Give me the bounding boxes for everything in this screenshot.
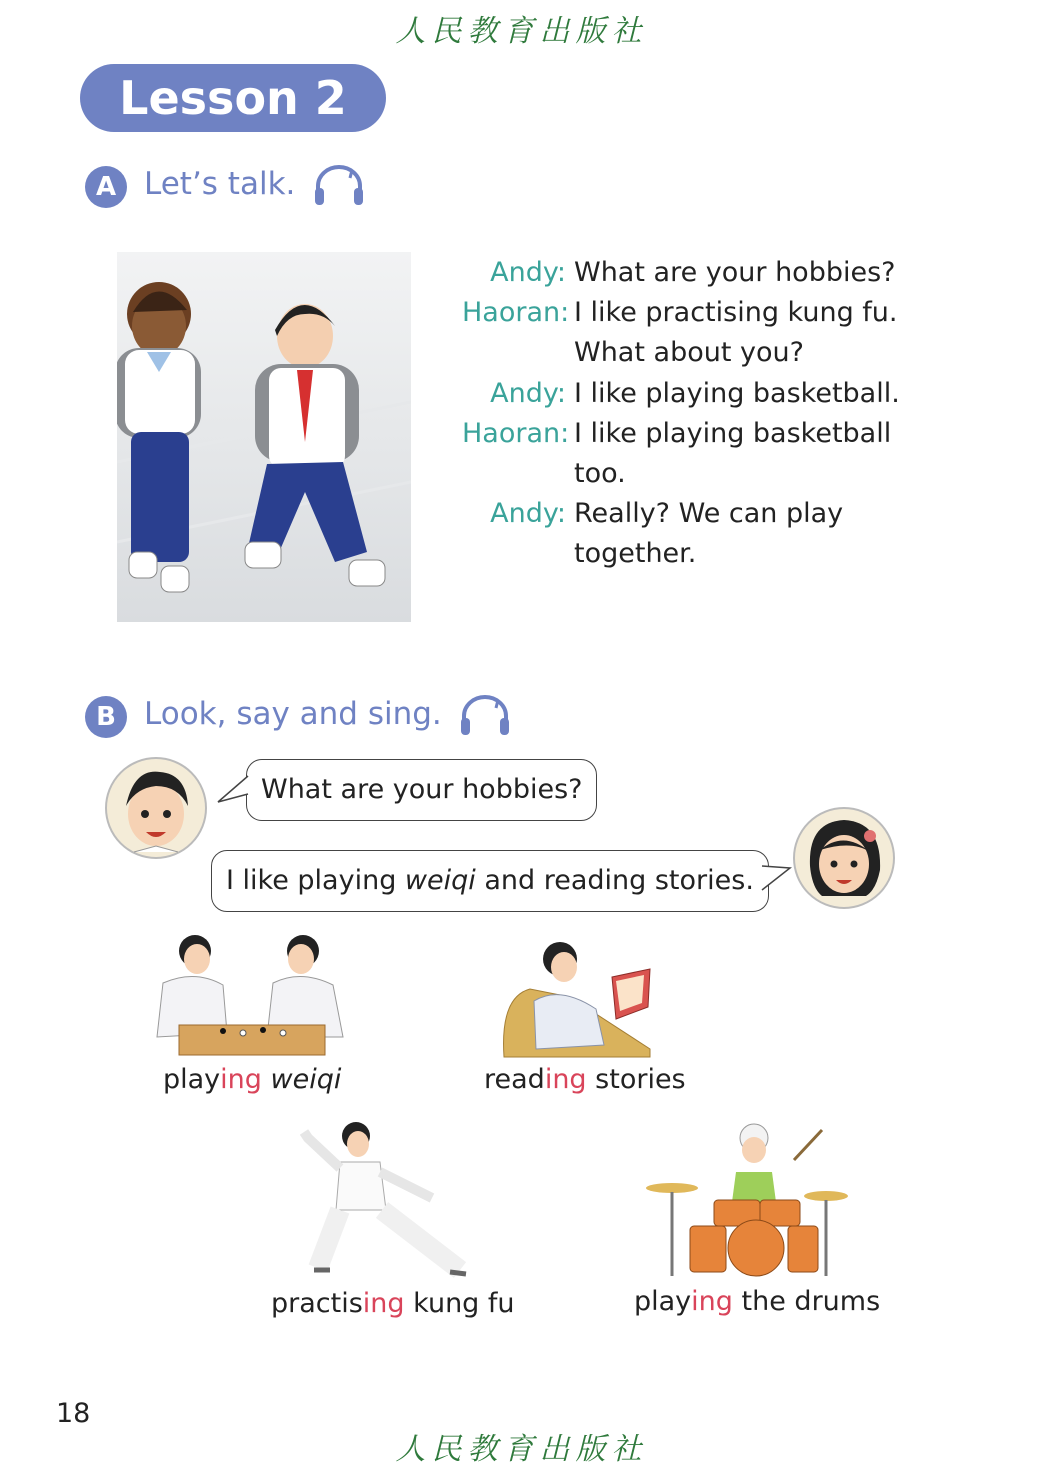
dialogue-line: [462, 494, 914, 574]
page-number: 18: [56, 1398, 91, 1429]
lesson-title: Lesson 2: [80, 64, 386, 132]
section-a-title: Let’s talk.: [144, 166, 296, 202]
speaker-label: Andy:: [490, 377, 566, 409]
section-b-badge: B: [85, 696, 127, 738]
headphones-icon[interactable]: [312, 164, 366, 208]
section-a-badge: A: [85, 166, 127, 208]
dialogue-text: What are your hobbies?: [574, 257, 896, 288]
caption-playing-the-drums: playing the drums: [634, 1286, 881, 1317]
publisher-logo-bottom: 人民教育出版社: [395, 1432, 648, 1467]
playing-drums-illustration: [644, 1120, 850, 1278]
speaker-label: Haoran:: [462, 297, 570, 329]
dialogue-line: [462, 374, 914, 414]
dialogue-text: Really? We can play together.: [574, 498, 844, 570]
dialogue-text: I like playing basketball too.: [574, 417, 892, 490]
reading-stories-illustration: [500, 937, 652, 1059]
caption-reading-stories: reading stories: [484, 1064, 686, 1095]
caption-playing-weiqi: playing weiqi: [163, 1064, 342, 1095]
dialogue-text: I like playing basketball.: [574, 377, 900, 409]
dialogue: [462, 253, 914, 575]
section-b-title: Look, say and sing.: [144, 696, 442, 732]
speaker-label: Andy:: [490, 257, 566, 288]
speech-bubble-boy: What are your hobbies?: [246, 759, 597, 821]
playing-weiqi-illustration: [143, 933, 349, 1059]
dialogue-line: [462, 414, 914, 494]
bubble-tail: [216, 772, 250, 806]
dialogue-text: I like practising kung fu. What about you?: [574, 297, 898, 369]
boy-avatar: [104, 756, 208, 860]
girl-avatar: [792, 806, 896, 910]
speaker-label: Andy:: [490, 498, 566, 530]
speech-bubble-girl: I like playing weiqi and reading stories.: [211, 850, 769, 912]
speaker-label: Haoran:: [462, 417, 570, 449]
practising-kung-fu-illustration: [300, 1118, 468, 1278]
caption-practising-kung-fu: practising kung fu: [271, 1288, 515, 1319]
publisher-logo-top: 人民教育出版社: [395, 14, 648, 49]
dialogue-line: [462, 253, 914, 293]
headphones-icon[interactable]: [458, 694, 512, 738]
dialogue-line: [462, 293, 914, 373]
bubble-tail: [760, 862, 794, 896]
two-boys-illustration: [117, 252, 411, 622]
